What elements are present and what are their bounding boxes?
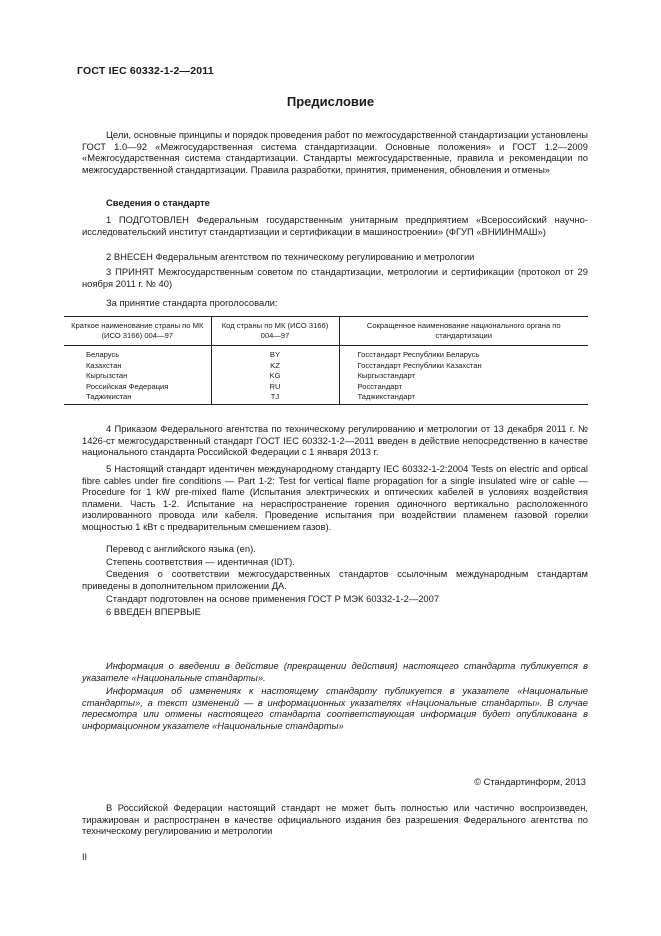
notice-paragraph-1: Информация о введении в действие (прекращении действия) настоящего стандарта публикуется в указателе «Национальные стандарты». (82, 660, 588, 683)
vote-intro: За принятие стандарта проголосовали: (106, 297, 278, 308)
cell-country: Казахстан (86, 360, 122, 370)
item-2-paragraph: 2 ВНЕСЕН Федеральным агентством по техническому регулированию и метрологии (106, 251, 475, 262)
cell-country: Кыргызстан (86, 371, 128, 381)
item-1-paragraph: 1 ПОДГОТОВЛЕН Федеральным государственным унитарным предприятием «Всероссийский научно-исследовательский институт стандартизации и сертификации в машиностроении» (ФГУП «ВНИИНМАШ») (82, 214, 588, 237)
table-row (64, 371, 588, 382)
intro-paragraph: Цели, основные принципы и порядок проведения работ по межгосударственной стандартизации установлены ГОСТ 1.0—92 «Межгосударственная система стандартизации. Основные положения» и ГОСТ 1.2—2009 «Межгосударственная система стандартизации. Стандарты межгосударственные, правила и рекомендации по межгосударственной стандартизации. Правила разработки, принятия, применения, обновления и отмены» (82, 129, 588, 175)
cell-body: Госстандарт Республики Беларусь (339, 346, 588, 361)
cell-body: Госстандарт Республики Казахстан (339, 361, 588, 372)
voting-table (64, 316, 588, 405)
cell-country: Российская Федерация (86, 381, 169, 391)
table-header-row (64, 317, 588, 346)
page-title: Предисловие (286, 94, 375, 109)
references-note: Сведения о соответствии межгосударственных стандартов ссылочным международным стандартам приведены в дополнительном приложении ДА. (82, 568, 588, 591)
cell-country: Таджикистан (64, 392, 211, 404)
header-body: Сокращенное наименование национального органа по стандартизации (339, 317, 588, 346)
basis-note: Стандарт подготовлен на основе применения ГОСТ Р МЭК 60332-1-2—2007 (106, 593, 440, 604)
table-row (64, 346, 588, 361)
cell-code: TJ (211, 392, 339, 404)
item-5-paragraph: 5 Настоящий стандарт идентичен международному стандарту IEC 60332-1-2:2004 Tests on electric and optical fibre cables under fire conditions — Part 1-2: Test for vertical flame propagation for a single insulated wire or cable — Procedure for 1 kW pre-mixed flame (Испытания электрических и оптических кабелей в условиях воздействия пламени. Часть 1-2. Испытание на нераспространение горения одиночного вертикально расположенного изолированного провода или кабеля. Проведение испытания при воздействии пламенем газовой горелки мощностью 1 кВт с предварительным смешением газов). (82, 463, 588, 532)
cell-country: Беларусь (86, 350, 120, 359)
legal-paragraph: В Российской Федерации настоящий стандарт не может быть полностью или частично воспроизведен, тиражирован и распространен в качестве официального издания без разрешения Федерального агентства по техническому регулированию и метрологии (82, 802, 588, 837)
section-subtitle: Сведения о стандарте (106, 197, 210, 208)
cell-body: Росстандарт (339, 382, 588, 393)
translation-note: Перевод с английского языка (en). (106, 543, 256, 554)
cell-code: KG (211, 371, 339, 382)
standard-header: ГОСТ IEC 60332-1-2—2011 (77, 65, 214, 77)
cell-code: KZ (211, 361, 339, 372)
copyright-line: © Стандартинформ, 2013 (474, 776, 586, 787)
table-row (64, 361, 588, 372)
page-number: II (82, 852, 88, 862)
cell-body: Таджикстандарт (339, 392, 588, 404)
cell-code: BY (211, 346, 339, 361)
header-code: Код страны по МК (ИСО 3166) 004—97 (211, 317, 339, 346)
cell-code: RU (211, 382, 339, 393)
item-6-paragraph: 6 ВВЕДЕН ВПЕРВЫЕ (106, 606, 201, 617)
degree-note: Степень соответствия — идентичная (IDT). (106, 556, 295, 567)
header-country: Краткое наименование страны по МК (ИСО 3166) 004—97 (64, 317, 211, 346)
notice-paragraph-2: Информация об изменениях к настоящему стандарту публикуется в указателе «Национальные стандарты», а текст изменений — в информационных указателях «Национальные стандарты». В случае пересмотра или отмены настоящего стандарта соответствующая информация будет опубликована в информационном указателе «Национальные стандарты» (82, 685, 588, 731)
item-3-paragraph: 3 ПРИНЯТ Межгосударственным советом по стандартизации, метрологии и сертификации (протокол от 29 ноября 2011 г. № 40) (82, 266, 588, 289)
item-4-paragraph: 4 Приказом Федерального агентства по техническому регулированию и метрологии от 13 декабря 2011 г. № 1426-ст межгосударственный стандарт ГОСТ IEC 60332-1-2—2011 введен в действие непосредственно в качестве национального стандарта Российской Федерации с 1 января 2013 г. (82, 423, 588, 458)
table-row (64, 382, 588, 393)
table-row (64, 392, 588, 404)
cell-body: Кыргызстандарт (339, 371, 588, 382)
